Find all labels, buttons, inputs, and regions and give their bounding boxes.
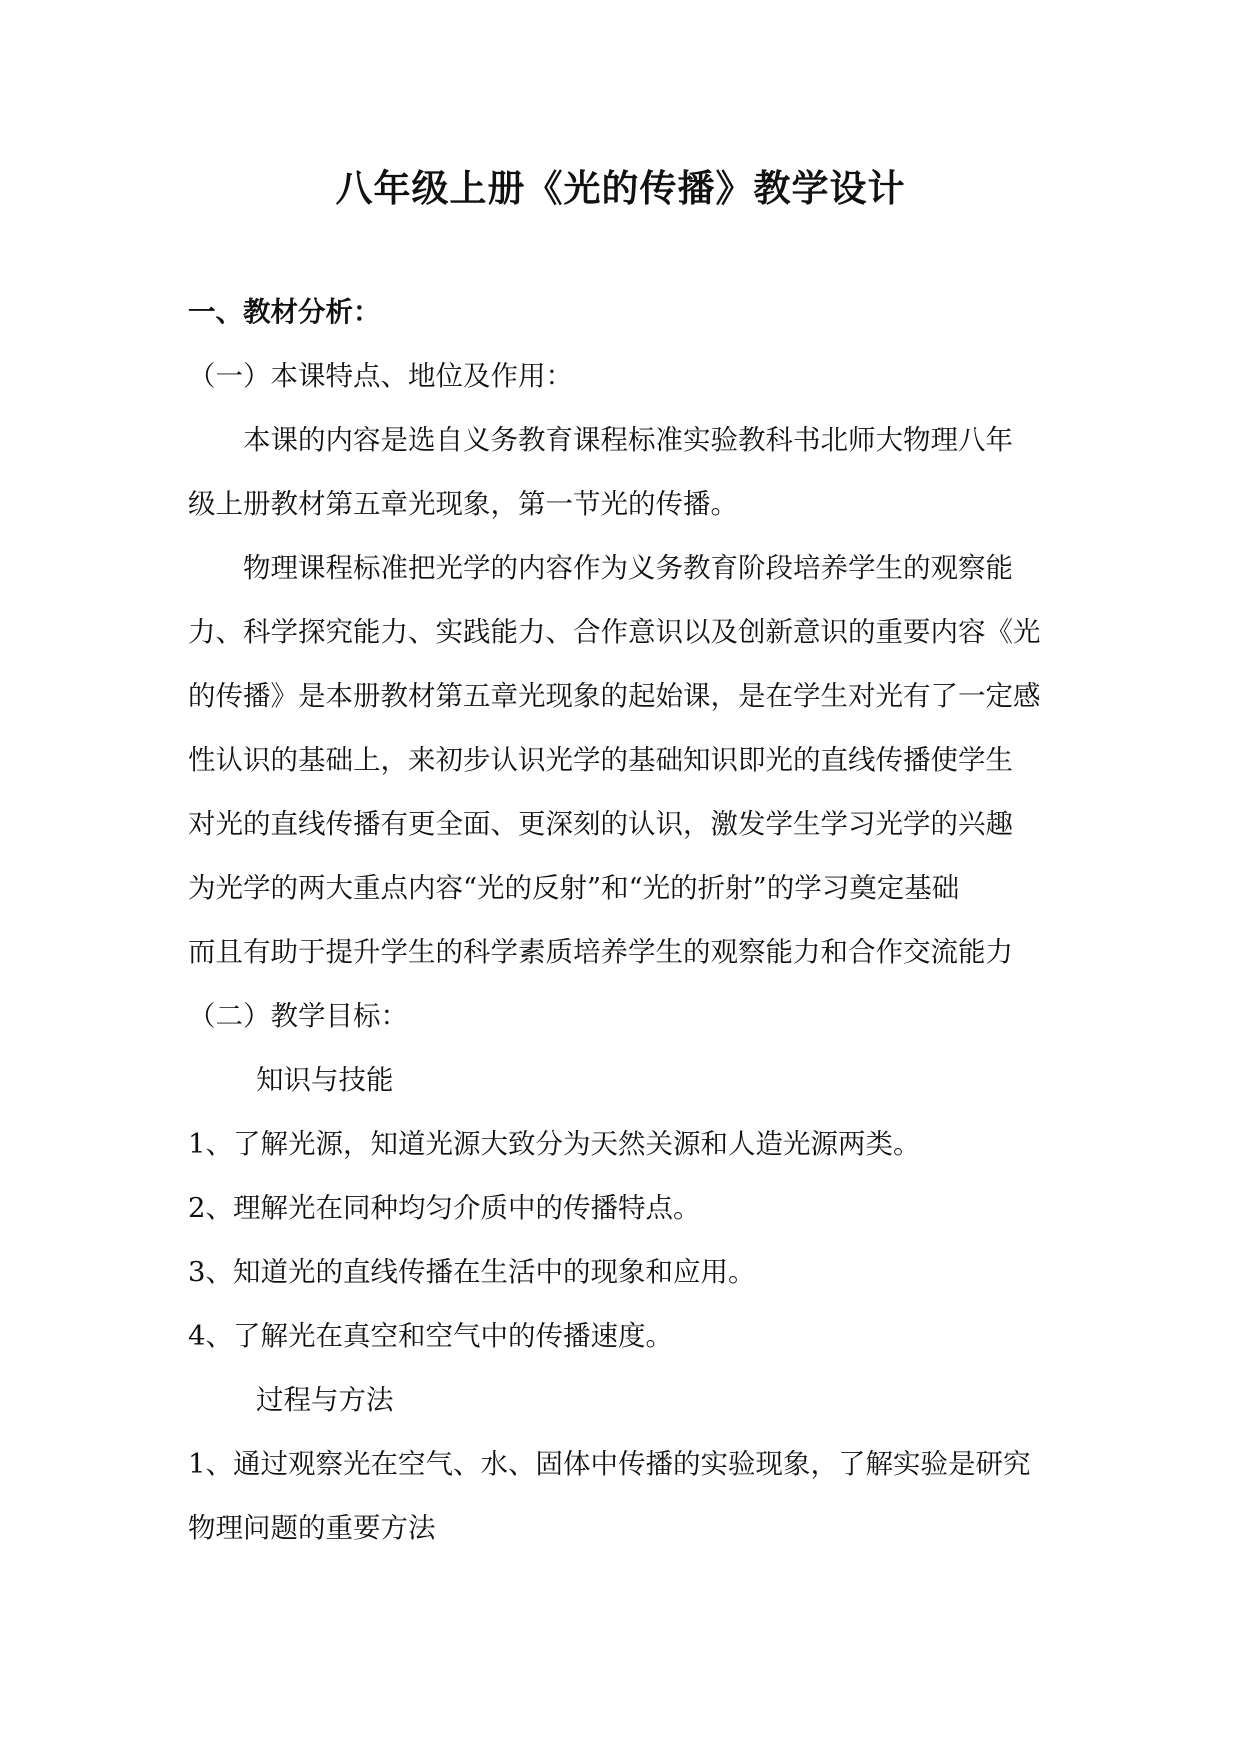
knowledge-item-3: 3、知道光的直线传播在生活中的现象和应用。	[188, 1256, 756, 1288]
knowledge-skills-heading: 知识与技能	[256, 1064, 394, 1096]
process-methods-heading: 过程与方法	[256, 1384, 394, 1416]
paragraph-2-line-5: 对光的直线传播有更全面、更深刻的认识，激发学生学习光学的兴趣	[188, 808, 1013, 840]
subsection-heading-objectives: （二）教学目标：	[188, 1000, 408, 1032]
paragraph-2-line-6: 为光学的两大重点内容“光的反射”和“光的折射”的学习奠定基础	[188, 872, 960, 904]
knowledge-item-2: 2、理解光在同种均匀介质中的传播特点。	[188, 1192, 701, 1224]
knowledge-item-1: 1、了解光源，知道光源大致分为天然关源和人造光源两类。	[188, 1128, 921, 1160]
section-heading-textbook-analysis: 一、教材分析：	[188, 296, 381, 328]
paragraph-1-line-2: 级上册教材第五章光现象，第一节光的传播。	[188, 488, 738, 520]
document-title: 八年级上册《光的传播》教学设计	[335, 166, 906, 210]
paragraph-2-line-2: 力、科学探究能力、实践能力、合作意识以及创新意识的重要内容《光	[188, 616, 1041, 648]
subsection-heading-features: （一）本课特点、地位及作用：	[188, 360, 573, 392]
paragraph-2-line-3: 的传播》是本册教材第五章光现象的起始课，是在学生对光有了一定感	[188, 680, 1041, 712]
paragraph-1-line-1: 本课的内容是选自义务教育课程标准实验教科书北师大物理八年	[243, 424, 1013, 456]
knowledge-item-4: 4、了解光在真空和空气中的传播速度。	[188, 1320, 673, 1352]
process-item-1-line-1: 1、通过观察光在空气、水、固体中传播的实验现象，了解实验是研究	[188, 1448, 1031, 1480]
process-item-1-line-2: 物理问题的重要方法	[188, 1512, 436, 1544]
paragraph-2-line-1: 物理课程标准把光学的内容作为义务教育阶段培养学生的观察能	[243, 552, 1013, 584]
paragraph-2-line-7: 而且有助于提升学生的科学素质培养学生的观察能力和合作交流能力	[188, 936, 1013, 968]
paragraph-2-line-4: 性认识的基础上，来初步认识光学的基础知识即光的直线传播使学生	[188, 744, 1013, 776]
